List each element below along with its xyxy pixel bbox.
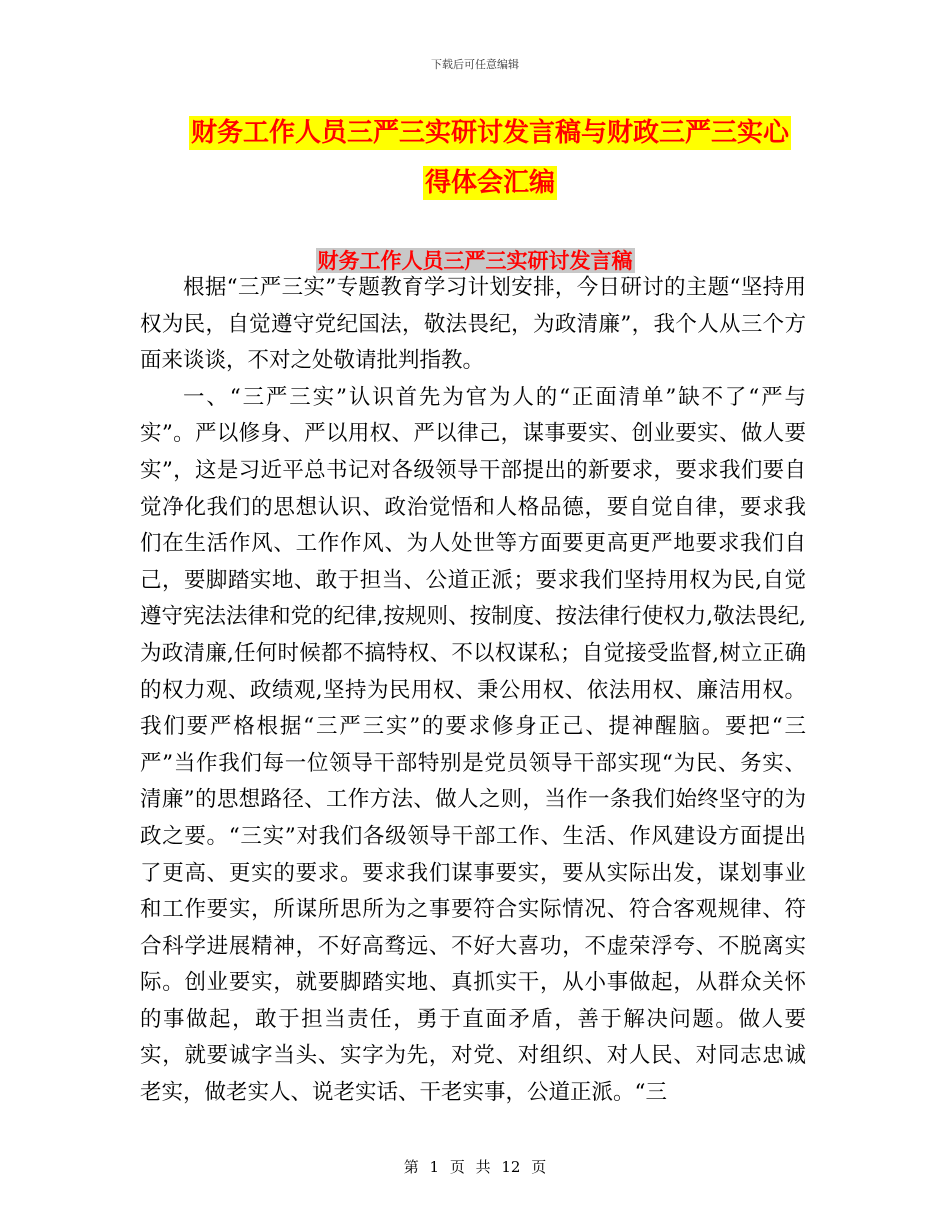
page-footer: 第 1 页 共 12 页	[403, 1158, 547, 1176]
paragraph-intro: 根据“三严三实”专题教育学习计划安排，今日研讨的主题“坚持用权为民，自觉遵守党纪国法，敬法畏纪，为政清廉”，我个人从三个方面来谈谈，不对之处敬请批判指教。	[140, 275, 806, 374]
header-note: 下载后可任意编辑	[431, 58, 519, 71]
paragraph-section-one: 一、“三严三实”认识首先为官为人的“正面清单”缺不了“严与实”。严以修身、严以用权、严以律己，谋事要实、创业要实、做人要实”，这是习近平总书记对各级领导干部提出的新要求，要求我们要自觉净化我们的思想认识、政治觉悟和人格品德，要自觉自律，要求我们在生活作风、工作作风、为人处世等方面要更高更严地要求我们自己，要脚踏实地、敢于担当、公道正派；要求我们坚持用权为民,自觉遵守宪法法律和党的纪律,按规则、按制度、按法律行使权力,敬法畏纪,为政清廉,任何时候都不搞特权、不以权谋私；自觉接受监督,树立正确的权力观、政绩观,坚持为民用权、秉公用权、依法用权、廉洁用权。我们要严格根据“三严三实”的要求修身正己、提神醒脑。要把“三严”当作我们每一位领导干部特别是党员领导干部实现“为民、务实、清廉”的思想路径、工作方法、做人之则，当作一条我们始终坚守的为政之要。“三实”对我们各级领导干部工作、生活、作风建设方面提出了更高、更实的要求。要求我们谋事要实，要从实际出发，谋划事业和工作要实，所谋所思所为之事要符合实际情况、符合客观规律、符合科学进展精神，不好高骛远、不好大喜功，不虚荣浮夸、不脱离实际。创业要实，就要脚踏实地、真抓实干，从小事做起，从群众关怀的事做起，敢于担当责任，勇于直面矛盾，善于解决问题。做人要实，就要诚字当头、实字为先，对党、对组织、对人民、对同志忠诚老实，做老实人、说老实话、干老实事，公道正派。“三	[140, 384, 806, 1106]
document-title-line-1: 财务工作人员三严三实研讨发言稿与财政三严三实心	[190, 118, 789, 148]
body-text	[140, 270, 806, 1112]
document-title	[140, 108, 840, 208]
section-title-text: 财务工作人员三严三实研讨发言稿	[317, 248, 633, 273]
document-title-line-2: 得体会汇编	[424, 168, 555, 198]
